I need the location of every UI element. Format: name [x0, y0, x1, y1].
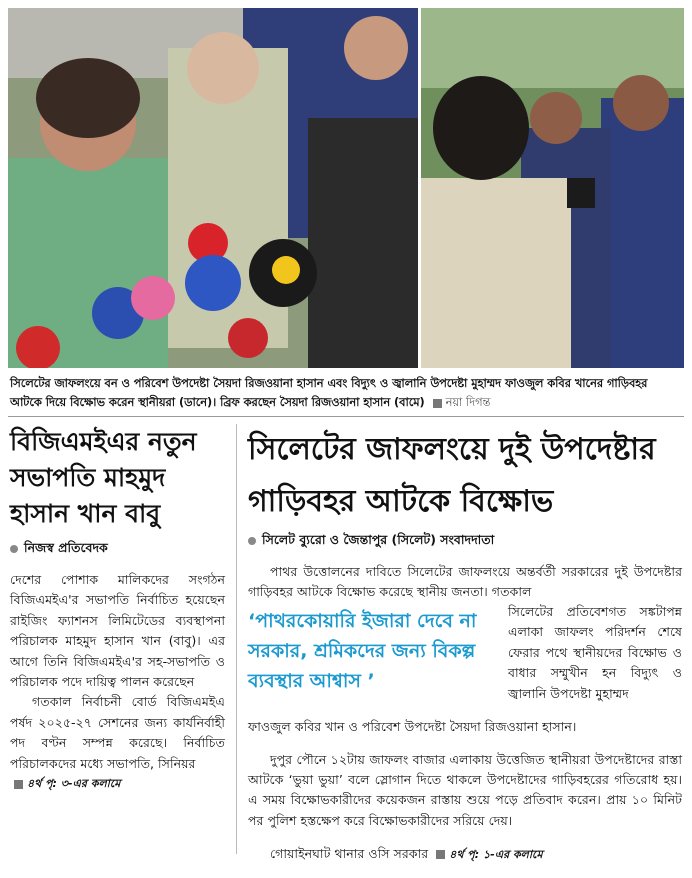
bullet-icon [10, 545, 18, 553]
side-body [10, 570, 225, 794]
main-body [248, 704, 682, 878]
square-bullet-icon [433, 399, 442, 408]
caption-text: সিলেটের জাফলংয়ে বন ও পরিবেশ উপদেষ্টা সৈয়দা রিজওয়ানা হাসান এবং বিদ্যুৎ ও জ্বালানি উপদেষ্টা মুহাম্মদ ফাওজুল কবির খানের গাড়িবহর আটকে দিয়ে বিক্ষোভ করেন স্থানীয়রা (ডানে)। ব্রিফ করছেন সৈয়দা রিজওয়ানা হাসান (বামে) [10, 377, 648, 409]
side-paragraph: দেশের পোশাক মালিকদের সংগঠন বিজিএমইএ'র সভাপতি নির্বাচিত হয়েছেন রাইজিং ফ্যাশনস লিমিটেডের ব্যবস্থাপনা পরিচালক মাহমুদ হাসান খান (বাবু)। এর আগে তিনি বিজিএমইএ'র সহ-সভাপতি ও পরিচালক পদে দায়িত্ব পালন করেছেন [10, 572, 225, 690]
square-bullet-icon [14, 780, 23, 789]
photo-press-briefing [8, 8, 418, 368]
main-paragraph: দুপুর পৌনে ১২টায় জাফলং বাজার এলাকায় উত্তেজিত স্থানীয়রা উপদেষ্টাদের রাস্তা আটকে ‘ভুয়া ভুয়া’ বলে স্লোগান দিতে থাকলে উপদেষ্টাদের গাড়িবহরের গতিরোধ হয়। এ সময় বিক্ষোভকারীদের কয়েকজন রাস্তায় শুয়ে পড়ে প্রতিবাদ করেন। প্রায় ১০ মিনিট পর পুলিশ হস্তক্ষেপ করে বিক্ষোভকারীদের সরিয়ে দেয়। [248, 751, 682, 828]
column-divider [236, 424, 237, 854]
pull-quote: ‘পাথরকোয়ারি ইজারা দেবে না সরকার, শ্রমিকদের জন্য বিকল্প ব্যবস্থার আশ্বাস ’ [248, 610, 477, 692]
main-paragraph: ফাওজুল কবির খান ও পরিবেশ উপদেষ্টা সৈয়দা রিজওয়ানা হাসান। [248, 718, 577, 734]
main-jump: ৪র্থ পৃ: ১-এর কলামে [449, 847, 543, 861]
side-headline: বিজিএমইএর নতুন সভাপতি মাহমুদ হাসান খান বাবু [10, 427, 197, 528]
main-byline: সিলেট ব্যুরো ও জৈন্তাপুর (সিলেট) সংবাদদাতা [248, 532, 494, 552]
photo-credit: নয়া দিগন্ত [445, 396, 491, 409]
main-headline: সিলেটের জাফলংয়ে দুই উপদেষ্টার গাড়িবহর আটকে বিক্ষোভ [248, 432, 656, 519]
photo-protest [421, 8, 684, 368]
divider [8, 416, 684, 417]
bullet-icon [248, 537, 256, 545]
main-lead: পাথর উত্তোলনের দাবিতে সিলেটের জাফলংয়ে অন্তর্বর্তী সরকারের দুই উপদেষ্টার গাড়িবহর আটকে বিক্ষোভ করেছে স্থানীয় জনতা। গতকাল [248, 564, 682, 600]
photo-caption [10, 374, 682, 412]
main-paragraph: গোয়াইনঘাট থানার ওসি সরকার ৪র্থ পৃ: ১-এর কলামে [270, 845, 543, 861]
main-wrap-text: সিলেটের প্রতিবেশগত সঙ্কটাপন্ন এলাকা জাফলং পরিদর্শন শেষে ফেরার পথে স্থানীয়দের বিক্ষোভ ও বাধার সম্মুখীন হন বিদ্যুৎ ও জ্বালানি উপদেষ্টা মুহাম্মদ [508, 604, 682, 701]
side-jump: ৪র্থ পৃ: ৩-এর কলামে [10, 774, 225, 794]
side-byline: নিজস্ব প্রতিবেদক [10, 540, 108, 560]
square-bullet-icon [436, 850, 445, 859]
side-paragraph: গতকাল নির্বাচনী বোর্ড বিজিএমইএ পর্ষদ ২০২৫-২৭ সেশনের জন্য কার্যনির্বাহী পদ বণ্টন সম্পন্ন করেছে। নির্বাচিত পরিচালকদের মধ্যে সভাপতি, সিনিয়র [10, 694, 225, 771]
photo-area [8, 8, 684, 368]
